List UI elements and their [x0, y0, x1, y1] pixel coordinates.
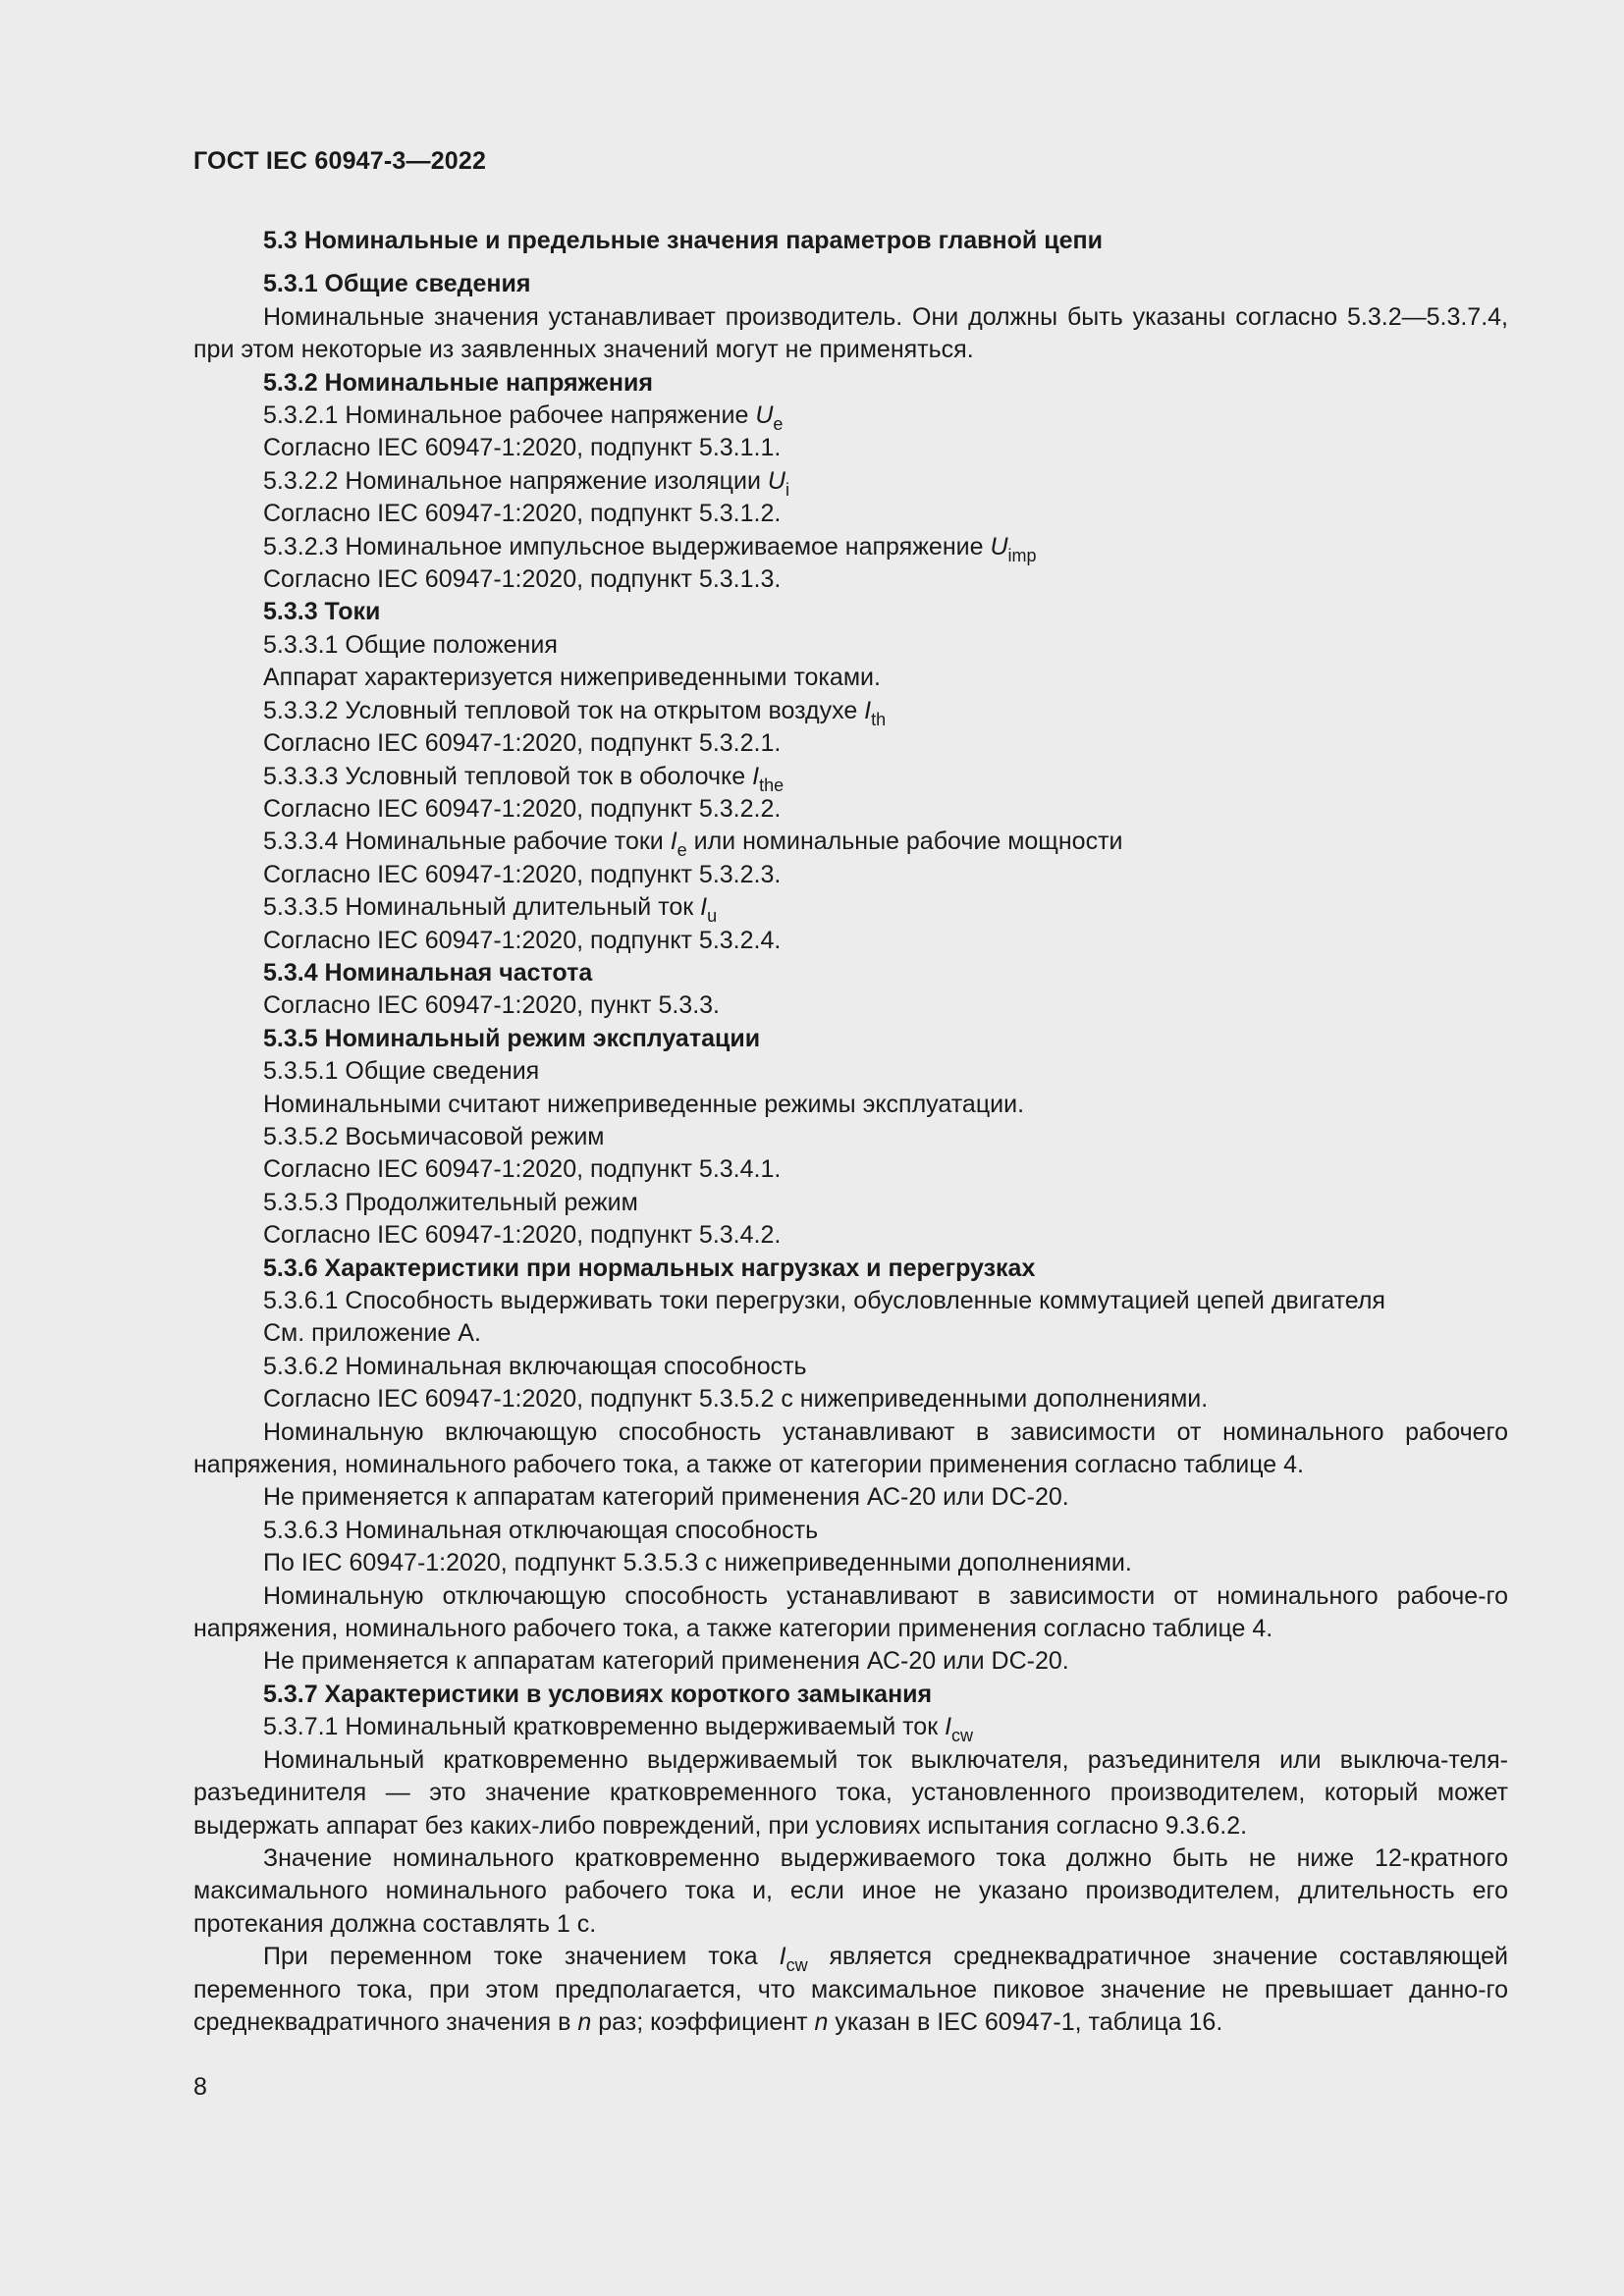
reference-5-3-3-4: Согласно IEC 60947-1:2020, подпункт 5.3.2.3. — [263, 860, 782, 888]
reference-5-3-6-1: См. приложение А. — [263, 1319, 481, 1348]
heading-5-3-6-2: 5.3.6.2 Номинальная включающая способность — [263, 1352, 807, 1380]
reference-5-3-6-3: По IEC 60947-1:2020, подпункт 5.3.5.3 с нижеприведенными дополнениями. — [263, 1549, 1132, 1577]
reference-5-3-3-2: Согласно IEC 60947-1:2020, подпункт 5.3.2.1. — [263, 729, 782, 758]
reference-5-3-2-3: Согласно IEC 60947-1:2020, подпункт 5.3.1.3. — [263, 565, 782, 594]
heading-5-3-3-2: 5.3.3.2 Условный тепловой ток на открытом воздухе $I_{th}$ — [263, 696, 887, 729]
heading-5-3-7-1: 5.3.7.1 Номинальный кратковременно выдерживаемый ток $I_{cw}$ — [263, 1713, 974, 1746]
reference-5-3-3-5: Согласно IEC 60947-1:2020, подпункт 5.3.2.4. — [263, 926, 782, 954]
heading-5-3-5-2: 5.3.5.2 Восьмичасовой режим — [263, 1122, 605, 1150]
heading-5-3-3: 5.3.3 Токи — [263, 598, 381, 626]
reference-5-3-3-3: Согласно IEC 60947-1:2020, подпункт 5.3.2.2. — [263, 794, 782, 823]
heading-5-3-3-5: 5.3.3.5 Номинальный длительный ток $I_u$ — [263, 893, 718, 927]
paragraph-5-3-7-1-a: Номинальный кратковременно выдерживаемый ток выключателя, разъединителя или выключа-теля-разъединителя — это значение кратковременного тока, установленного производителем, который может выдержать аппарат без каких-либо повреждений, при условиях испытания согласно 9.3.6.2. — [193, 1745, 1508, 1840]
heading-5-3-5-3: 5.3.5.3 Продолжительный режим — [263, 1188, 638, 1216]
heading-5-3-2: 5.3.2 Номинальные напряжения — [263, 368, 653, 397]
paragraph-5-3-6-3-b: Не применяется к аппаратам категорий применения АС-20 или DC-20. — [263, 1647, 1069, 1676]
heading-5-3-3-4: 5.3.3.4 Номинальные рабочие токи $I_e$ или номинальные рабочие мощности — [263, 828, 1123, 861]
paragraph-5-3-6-2-a: Номинальную включающую способность устанавливают в зависимости от номинального рабочего напряжения, номинального рабочего тока, а также от категории применения согласно таблице 4. — [193, 1417, 1508, 1479]
reference-5-3-2-2: Согласно IEC 60947-1:2020, подпункт 5.3.1.2. — [263, 500, 782, 528]
heading-5-3-5: 5.3.5 Номинальный режим эксплуатации — [263, 1024, 761, 1052]
reference-5-3-5-2: Согласно IEC 60947-1:2020, подпункт 5.3.4.1. — [263, 1155, 782, 1184]
heading-5-3-4: 5.3.4 Номинальная частота — [263, 958, 593, 987]
paragraph-5-3-7-1-b: Значение номинального кратковременно выдерживаемого тока должно быть не ниже 12-кратного максимального номинального рабочего тока и, если иное не указано производителем, длительность его протекания должна составлять 1 с. — [193, 1843, 1508, 1938]
heading-5-3-5-1: 5.3.5.1 Общие сведения — [263, 1057, 540, 1086]
heading-5-3-2-1: 5.3.2.1 Номинальное рабочее напряжение $U_e$ — [263, 401, 784, 435]
paragraph-5-3-5-1: Номинальными считают нижеприведенные режимы эксплуатации. — [263, 1090, 1025, 1118]
heading-5-3-2-2: 5.3.2.2 Номинальное напряжение изоляции $U_i$ — [263, 466, 789, 500]
paragraph-5-3-7-1-c: При переменном токе значением тока $I_{cw}$ является среднеквадратичное значение составляющей переменного тока, при этом предполагается, что максимальное пиковое значение не превышает данно-го среднеквадратичного значения в n раз; коэффициент n указан в IEC 60947-1, таблица 16. — [193, 1943, 1508, 2036]
paragraph-5-3-6-3-a: Номинальную отключающую способность устанавливают в зависимости от номинального рабоче-го напряжения, номинального рабочего тока, а также категории применения согласно таблице 4. — [193, 1581, 1508, 1643]
heading-5-3: 5.3 Номинальные и предельные значения параметров главной цепи — [263, 227, 1103, 254]
heading-5-3-1: 5.3.1 Общие сведения — [263, 270, 531, 298]
paragraph-5-3-6-2-b: Не применяется к аппаратам категорий применения АС-20 или DC-20. — [263, 1483, 1069, 1512]
heading-5-3-6: 5.3.6 Характеристики при нормальных нагрузках и перегрузках — [263, 1254, 1036, 1282]
page-number: 8 — [193, 2073, 207, 2101]
paragraph-5-3-3-1: Аппарат характеризуется нижеприведенными токами. — [263, 664, 881, 692]
reference-5-3-5-3: Согласно IEC 60947-1:2020, подпункт 5.3.4.2. — [263, 1221, 782, 1250]
heading-5-3-2-3: 5.3.2.3 Номинальное импульсное выдерживаемое напряжение $U_{imp}$ — [263, 532, 1037, 565]
document-body — [193, 225, 1508, 2039]
paragraph-5-3-1: Номинальные значения устанавливает производитель. Они должны быть указаны согласно 5.3.2—5.3.7.4, при этом некоторые из заявленных значений могут не применяться. — [193, 302, 1508, 364]
reference-5-3-6-2: Согласно IEC 60947-1:2020, подпункт 5.3.5.2 с нижеприведенными дополнениями. — [263, 1385, 1209, 1414]
heading-5-3-3-1: 5.3.3.1 Общие положения — [263, 630, 558, 659]
heading-5-3-6-3: 5.3.6.3 Номинальная отключающая способность — [263, 1516, 819, 1544]
heading-5-3-6-1: 5.3.6.1 Способность выдерживать токи перегрузки, обусловленные коммутацией цепей двигателя — [263, 1287, 1385, 1314]
reference-5-3-2-1: Согласно IEC 60947-1:2020, подпункт 5.3.1.1. — [263, 434, 782, 462]
document-header: ГОСТ IEC 60947-3—2022 — [193, 147, 487, 175]
heading-5-3-7: 5.3.7 Характеристики в условиях короткого замыкания — [263, 1680, 933, 1708]
heading-5-3-3-3: 5.3.3.3 Условный тепловой ток в оболочке $I_{the}$ — [263, 762, 785, 795]
reference-5-3-4: Согласно IEC 60947-1:2020, пункт 5.3.3. — [263, 991, 721, 1020]
